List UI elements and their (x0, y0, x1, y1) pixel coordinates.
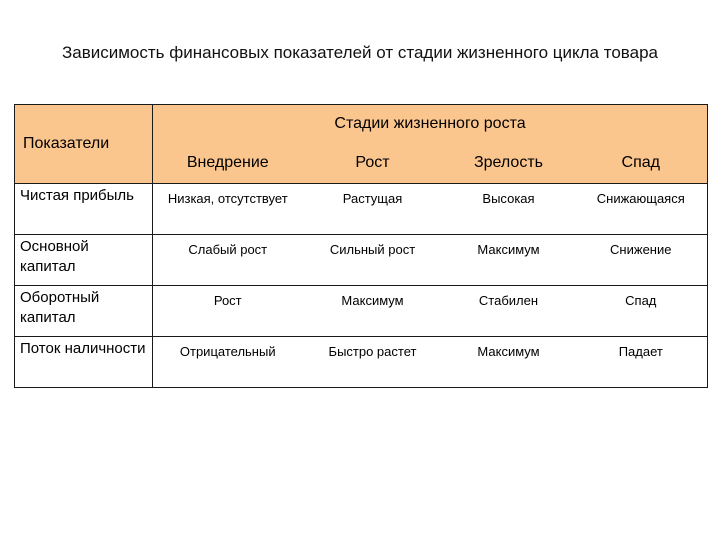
table-row (15, 337, 708, 388)
indicator-cell: Основной капитал (15, 235, 153, 286)
value-cell: Сильный рост (303, 235, 443, 286)
table-row (15, 235, 708, 286)
value-cell: Максимум (303, 286, 443, 337)
value-cell: Низкая, отсутствует (153, 184, 303, 235)
stage-header: Рост (303, 143, 443, 184)
slide-title: Зависимость финансовых показателей от стадии жизненного цикла товара (61, 43, 658, 62)
value-cell: Спад (575, 286, 708, 337)
stage-header: Внедрение (153, 143, 303, 184)
value-cell: Максимум (443, 337, 575, 388)
value-cell: Максимум (443, 235, 575, 286)
value-cell: Отрицательный (153, 337, 303, 388)
table-row (15, 286, 708, 337)
financial-indicators-table (14, 104, 708, 388)
indicator-cell: Оборотный капитал (15, 286, 153, 337)
table-row (15, 184, 708, 235)
stage-header: Зрелость (443, 143, 575, 184)
indicators-header: Показатели (15, 105, 153, 184)
value-cell: Слабый рост (153, 235, 303, 286)
value-cell: Стабилен (443, 286, 575, 337)
table-header-row-1 (15, 105, 708, 144)
value-cell: Рост (153, 286, 303, 337)
stages-header: Стадии жизненного роста (153, 105, 708, 144)
value-cell: Растущая (303, 184, 443, 235)
indicator-cell: Поток наличности (15, 337, 153, 388)
value-cell: Быстро растет (303, 337, 443, 388)
value-cell: Снижение (575, 235, 708, 286)
value-cell: Высокая (443, 184, 575, 235)
indicator-cell: Чистая прибыль (15, 184, 153, 235)
value-cell: Снижающаяся (575, 184, 708, 235)
value-cell: Падает (575, 337, 708, 388)
stage-header: Спад (575, 143, 708, 184)
